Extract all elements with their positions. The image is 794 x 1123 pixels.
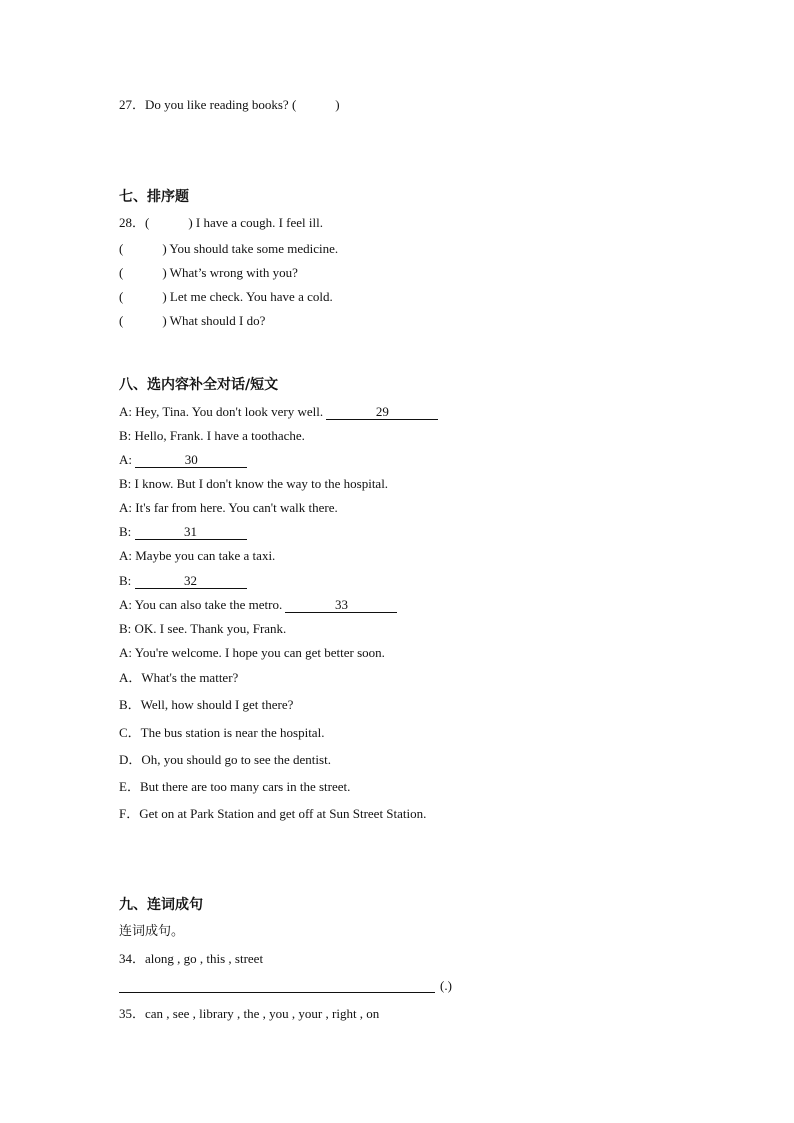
section-heading-dialogue: 八、选内容补全对话/短文 — [119, 377, 279, 393]
dialogue-text: B: OK. I see. Thank you, Frank. — [119, 621, 287, 636]
ordering-line: ( ) Let me check. You have a cold. — [119, 289, 333, 304]
dialogue-line — [119, 524, 247, 540]
blank-33: 33 — [285, 598, 397, 613]
dialogue-line — [119, 428, 305, 444]
dialogue-text: B: — [119, 524, 135, 539]
dialogue-text: A: — [119, 452, 136, 467]
dialogue-line — [119, 548, 275, 564]
dialogue-text: B: — [119, 573, 135, 588]
ordering-line: ( ) You should take some medicine. — [119, 241, 339, 256]
dialogue-line — [119, 597, 397, 613]
section-heading-word-order: 九、连词成句 — [119, 897, 203, 913]
dialogue-text: A: Hey, Tina. You don't look very well. — [119, 404, 327, 419]
blank-29: 29 — [326, 405, 438, 420]
answer-line-34[interactable] — [119, 992, 435, 993]
option-e: E．But there are too many cars in the street. — [119, 779, 351, 794]
dialogue-text: A: Maybe you can take a taxi. — [119, 548, 276, 563]
option-d: D．Oh, you should go to see the dentist. — [119, 752, 331, 767]
blank-31: 31 — [135, 525, 247, 540]
dialogue-line — [119, 452, 247, 468]
dialogue-line — [119, 645, 385, 661]
dialogue-line — [119, 621, 286, 637]
dialogue-text: A: You can also take the metro. — [119, 597, 286, 612]
dialogue-text: A: It's far from here. You can't walk there. — [119, 500, 338, 515]
ordering-line: ( ) What’s wrong with you? — [119, 265, 298, 280]
dialogue-text: A: You're welcome. I hope you can get better soon. — [119, 645, 385, 660]
section-heading-ordering: 七、排序题 — [119, 189, 189, 205]
dialogue-line — [119, 404, 438, 420]
ordering-line: ( ) What should I do? — [119, 313, 266, 328]
option-a: A．What's the matter? — [119, 670, 239, 685]
blank-30: 30 — [135, 453, 247, 468]
dialogue-text: B: Hello, Frank. I have a toothache. — [119, 428, 305, 443]
blank-32: 32 — [135, 574, 247, 589]
question-34-end-mark: (.) — [440, 978, 452, 993]
dialogue-text: B: I know. But I don't know the way to the hospital. — [119, 476, 389, 491]
ordering-line: 28．( ) I have a cough. I feel ill. — [119, 215, 323, 230]
option-c: C．The bus station is near the hospital. — [119, 725, 325, 740]
question-34: 34．along , go , this , street — [119, 951, 264, 966]
dialogue-line — [119, 500, 338, 516]
question-35: 35．can , see , library , the , you , your , right , on — [119, 1006, 380, 1021]
option-f: F．Get on at Park Station and get off at Sun Street Station. — [119, 806, 427, 821]
option-b: B．Well, how should I get there? — [119, 697, 294, 712]
dialogue-line — [119, 573, 247, 589]
question-27: 27．Do you like reading books? ( ) — [119, 97, 340, 112]
section-instruction: 连词成句。 — [119, 924, 185, 939]
dialogue-line — [119, 476, 388, 492]
